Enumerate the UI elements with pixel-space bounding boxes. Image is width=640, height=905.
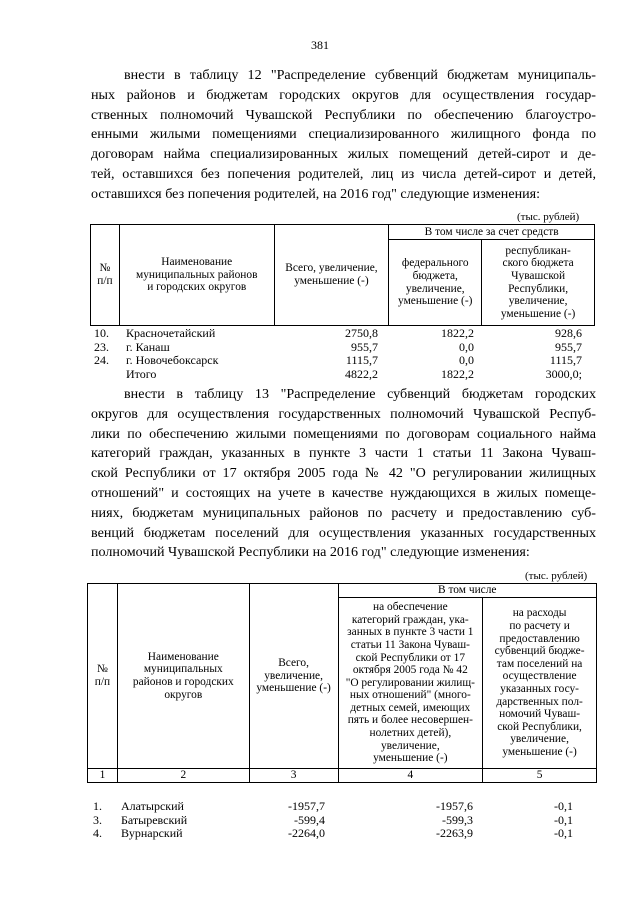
t1-cell-total: 1115,7 (345, 353, 378, 368)
table-12-rows (90, 327, 595, 381)
t2-cell-name: Алатырский (121, 799, 184, 813)
t1-cell-total: 2750,8 (345, 326, 378, 340)
t1-cell-name: Итого (126, 366, 157, 381)
t2-cell-col4: -2263,9 (436, 826, 473, 841)
t2-cell-col5: -0,1 (554, 799, 573, 813)
t2-col-number: 5 (483, 769, 597, 783)
t2-cell-col5: -0,1 (554, 812, 573, 827)
t1-cell-republic: 1115,7 (549, 353, 582, 368)
t1-cell-republic: 955,7 (555, 339, 582, 354)
t1-cell-name: г. Канаш (126, 339, 170, 354)
table-row (87, 814, 597, 828)
t2-header-name: Наименование муниципальных районов и городских округов (117, 584, 249, 769)
t2-cell-col4: -599,3 (442, 812, 473, 827)
paragraph-line: енными жилыми помещениями специализированного жилищного фонда по (91, 126, 596, 143)
t2-header-num: № п/п (88, 584, 118, 769)
paragraph-line: внести в таблицу 12 "Распределение субвенций бюджетам муниципаль- (124, 67, 596, 83)
table-row (90, 327, 595, 341)
t1-cell-num: 24. (94, 353, 109, 368)
table-row (90, 368, 595, 382)
t2-cell-total: -1957,7 (288, 799, 325, 813)
t1-header-republic: республикан- ского бюджета Чувашской Республики, увеличение, уменьшение (-) (482, 240, 595, 326)
table-row (87, 827, 597, 841)
t1-header-name: Наименование муниципальных районов и городских округов (119, 225, 274, 326)
paragraph-line: ниях, бюджетам муниципальных районов по расчету и предоставлению суб- (91, 504, 596, 521)
t2-cell-num: 3. (93, 812, 102, 827)
table-row (90, 354, 595, 368)
t2-cell-name: Батыревский (121, 812, 188, 827)
paragraph-table-12 (91, 66, 596, 205)
t2-col-number: 3 (249, 769, 338, 783)
t1-cell-federal: 0,0 (459, 353, 474, 368)
paragraph-line: ных районов и бюджетам городских округов для осуществления государ- (91, 86, 596, 103)
t1-cell-federal: 1822,2 (441, 326, 474, 340)
t1-cell-name: Красночетайский (126, 326, 216, 340)
t1-cell-name: г. Новочебоксарск (126, 353, 219, 368)
t2-cell-num: 4. (93, 826, 102, 841)
t2-header-col4: на обеспечение категорий граждан, ука- занных в пункте 3 части 1 статьи 11 Закона Чуваш- ской Республики от 17 октября 2005 года № 42 "О регулировании жилищ- ных отношений" (много- детных семей, имеющих пять и более несовершен- нолетних детей), увеличение, уменьшение (-) (338, 598, 483, 769)
paragraph-table-13 (91, 385, 596, 563)
paragraph-line: внести в таблицу 13 "Распределение субвенций бюджетам городских (124, 386, 596, 402)
t1-cell-num: 23. (94, 339, 109, 354)
t1-cell-total: 4822,2 (345, 366, 378, 381)
page-number: 381 (311, 38, 329, 52)
t1-header-federal: федерального бюджета, увеличение, уменьшение (-) (389, 240, 482, 326)
paragraph-line: округов для осуществления государственных полномочий Чувашской Респуб- (91, 405, 596, 422)
table-13-rows (87, 800, 597, 841)
t1-header-total: Всего, увеличение, уменьшение (-) (274, 225, 389, 326)
t2-cell-col5: -0,1 (554, 826, 573, 841)
t1-cell-republic: 928,6 (555, 326, 582, 340)
t2-header-total: Всего, увеличение, уменьшение (-) (249, 584, 338, 769)
table-row (87, 800, 597, 814)
t2-header-group: В том числе (338, 584, 596, 598)
table-12-header (90, 224, 595, 326)
paragraph-line: ственных полномочий Чувашской Республики по обеспечению благоустро- (91, 106, 596, 123)
t1-cell-federal: 1822,2 (441, 366, 474, 381)
t2-col-number: 4 (338, 769, 483, 783)
t2-cell-total: -599,4 (294, 812, 325, 827)
paragraph-line: ской Республики от 17 октября 2005 года № 42 "О регулировании жилищных (91, 465, 596, 482)
t1-cell-total: 955,7 (351, 339, 378, 354)
table2-unit: (тыс. рублей) (525, 570, 588, 582)
t1-header-num: № п/п (91, 225, 120, 326)
table1-unit: (тыс. рублей) (517, 211, 580, 223)
table-row (90, 341, 595, 355)
paragraph-line: отношений" и состоящих на учете в качестве нуждающихся в жилых помеще- (91, 484, 596, 501)
paragraph-line: полномочий Чувашской Республики на 2016 год" следующие изменения: (91, 544, 530, 561)
t2-col-number: 2 (117, 769, 249, 783)
t2-cell-col4: -1957,6 (436, 799, 473, 813)
t2-cell-total: -2264,0 (288, 826, 325, 841)
paragraph-line: лики по обеспечению жилыми помещениями по договорам социального найма (91, 425, 596, 442)
t2-header-col5: на расходы по расчету и предоставлению субвенций бюдже- там поселений на осуществление указанных госу- дарственных пол- номочий Чуваш- ской Республики, увеличение, уменьшение (-) (483, 598, 597, 769)
t1-header-group: В том числе за счет средств (389, 225, 595, 240)
paragraph-line: категорий граждан, указанных в пункте 3 части 1 статьи 11 Закона Чуваш- (91, 445, 596, 462)
paragraph-line: венций бюджетам поселений для осуществления указанных государственных (91, 524, 596, 541)
t2-col-number: 1 (88, 769, 118, 783)
t1-cell-federal: 0,0 (459, 339, 474, 354)
paragraph-line: тей, оставшихся без попечения родителей, лиц из числа детей-сирот и детей, (91, 165, 596, 182)
t1-cell-republic: 3000,0; (545, 366, 582, 381)
t2-cell-num: 1. (93, 799, 102, 813)
t2-cell-name: Вурнарский (121, 826, 183, 841)
table-13-header (87, 583, 597, 783)
t1-cell-num: 10. (94, 326, 109, 340)
paragraph-line: договорам найма специализированных жилых помещений детей-сирот и де- (91, 146, 596, 163)
paragraph-line: оставшихся без попечения родителей, на 2016 год" следующие изменения: (91, 185, 541, 202)
